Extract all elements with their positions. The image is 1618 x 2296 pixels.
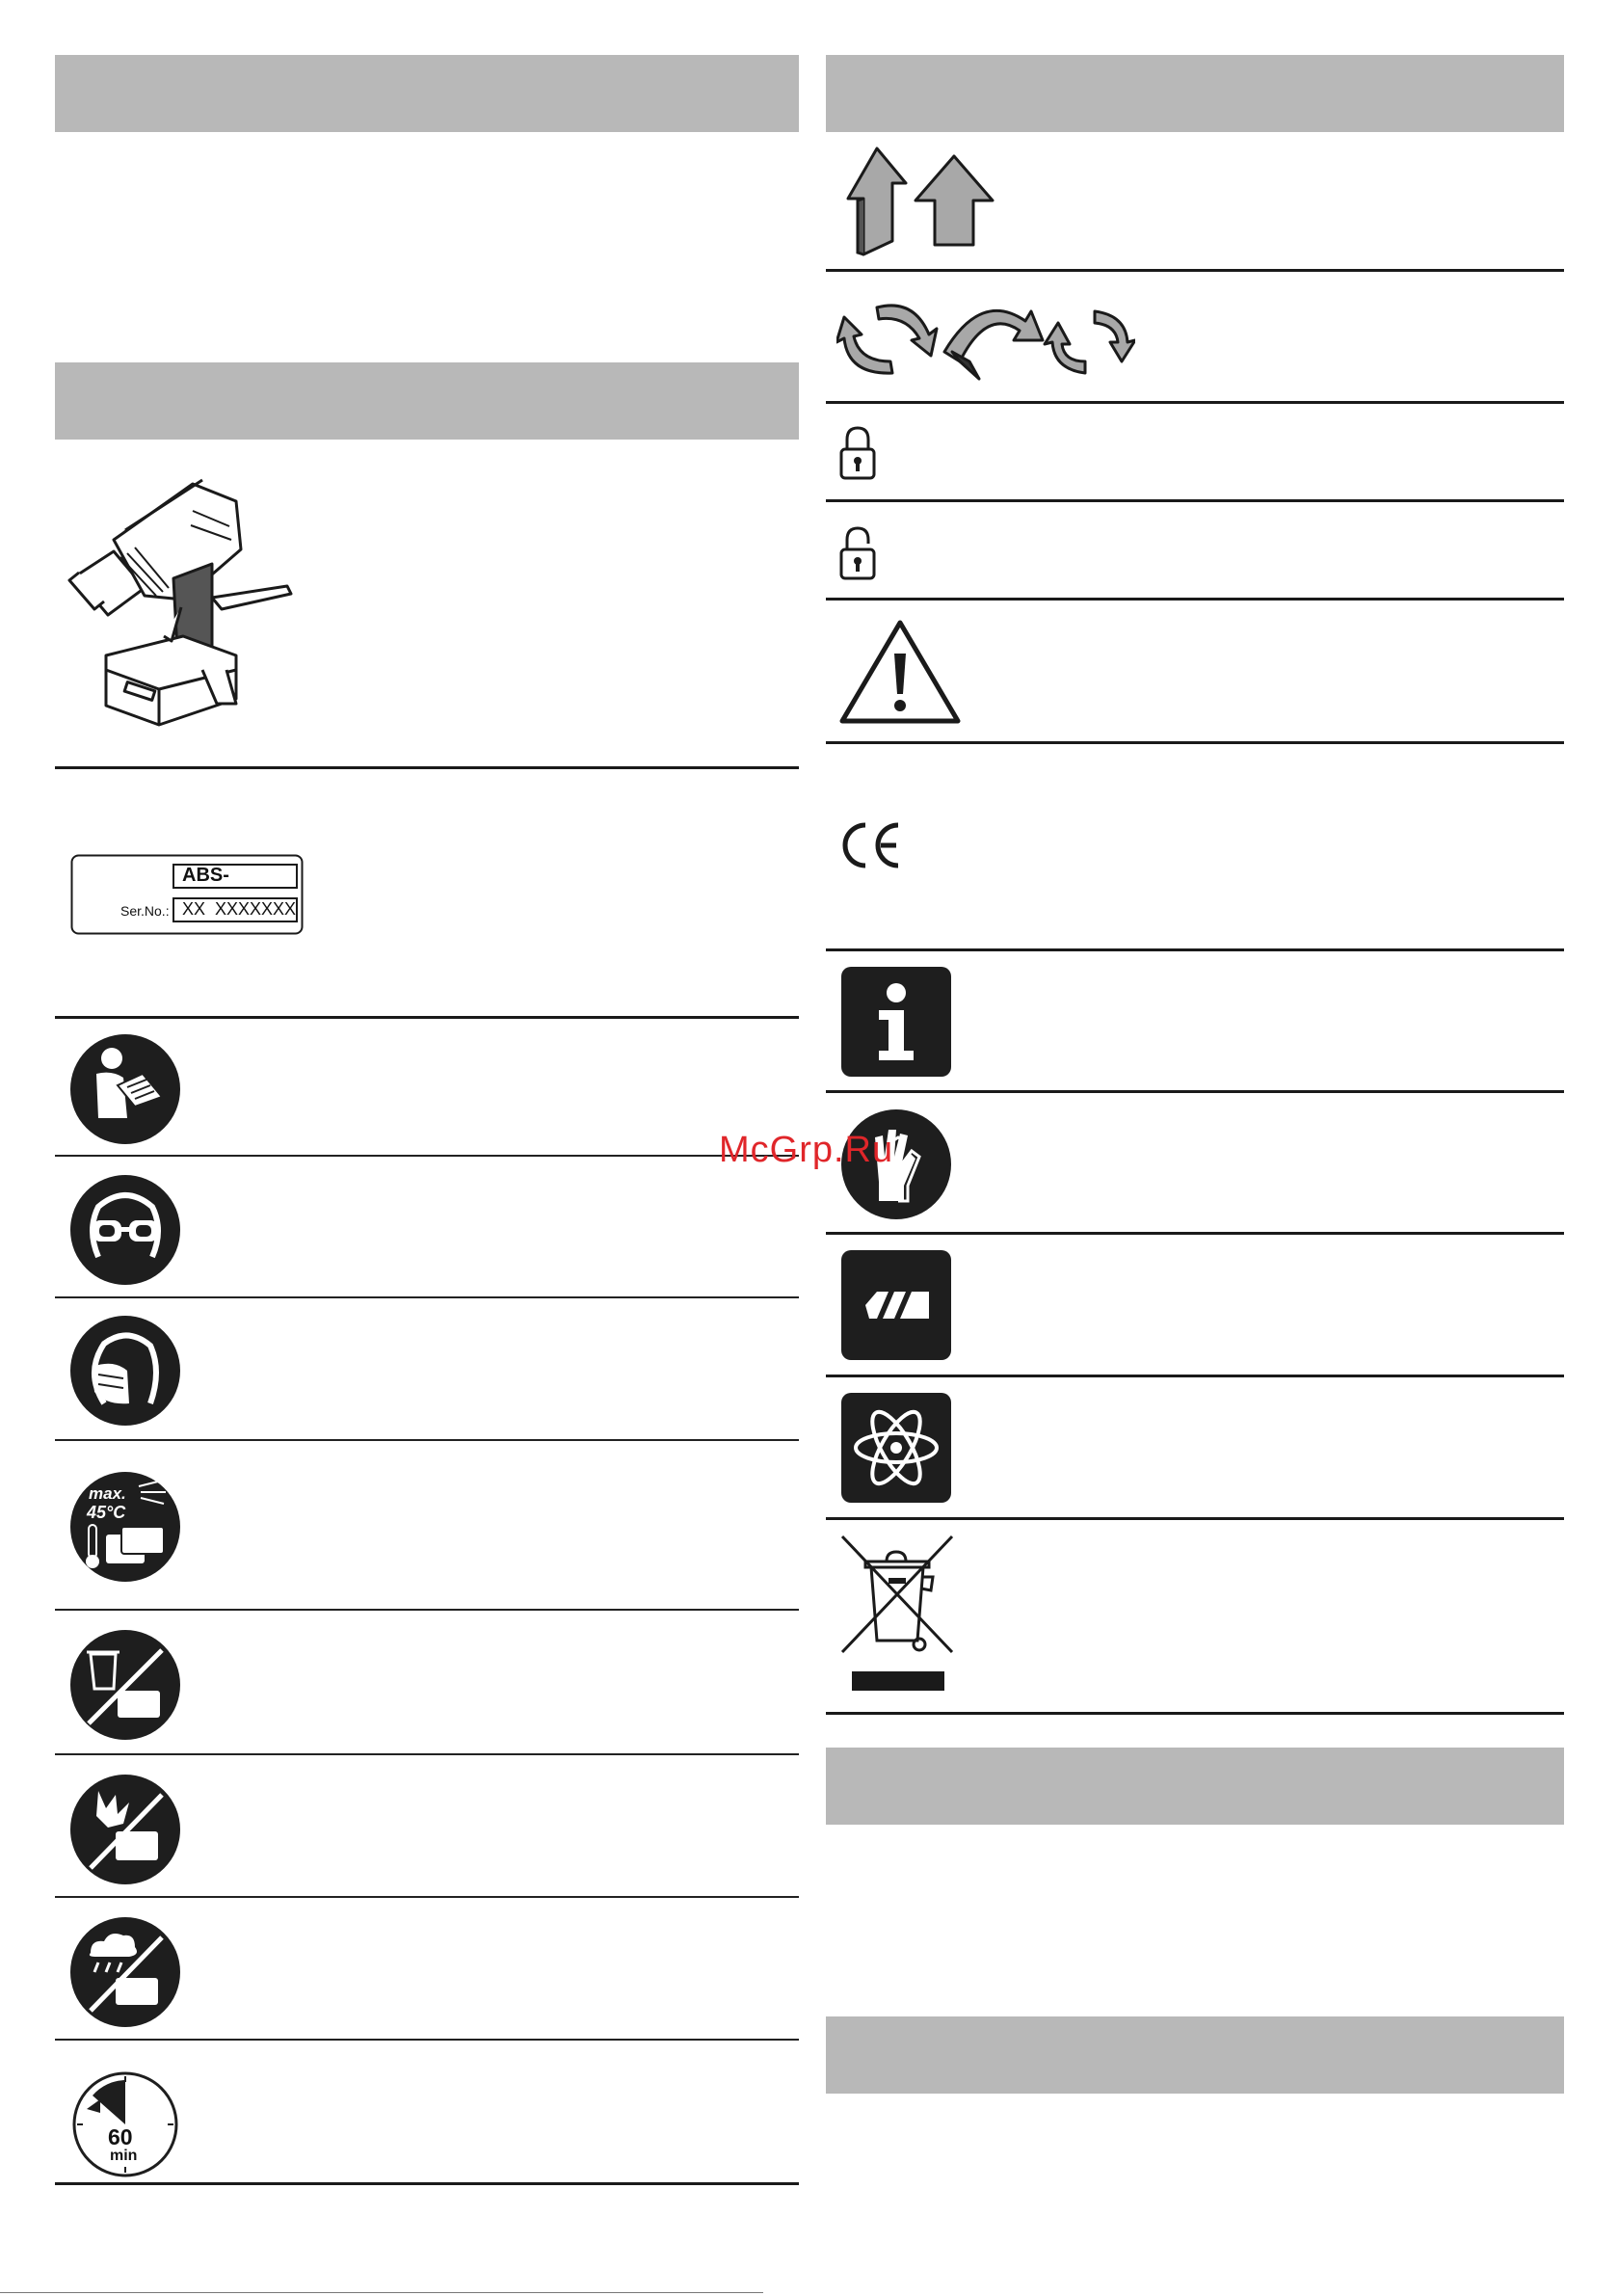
right-divider-5 — [826, 741, 1564, 744]
left-divider-5 — [55, 1439, 799, 1441]
right-header-bar-1 — [826, 55, 1564, 132]
right-divider-1 — [826, 269, 1564, 272]
left-divider-1 — [55, 766, 799, 769]
left-divider-6 — [55, 1609, 799, 1611]
max-temperature-icon — [69, 1471, 181, 1583]
right-divider-8 — [826, 1232, 1564, 1235]
right-header-bar-3 — [826, 2016, 1564, 2094]
right-divider-11 — [826, 1712, 1564, 1715]
dust-mask-icon — [69, 1315, 181, 1427]
max-temperature-line1: max. — [89, 1484, 126, 1503]
right-divider-2 — [826, 401, 1564, 404]
left-divider-9 — [55, 2039, 799, 2041]
arrow-up-icon — [838, 145, 1002, 258]
rating-plate — [70, 854, 304, 935]
left-divider-4 — [55, 1296, 799, 1298]
right-divider-10 — [826, 1517, 1564, 1520]
right-divider-9 — [826, 1375, 1564, 1377]
lock-icon — [838, 424, 877, 482]
left-divider-7 — [55, 1753, 799, 1755]
unlock-icon — [838, 524, 877, 582]
left-header-bar-1 — [55, 55, 799, 132]
left-divider-3 — [55, 1155, 799, 1157]
charge-timer-icon — [71, 2070, 179, 2178]
max-temperature-line2: 45°C — [87, 1503, 126, 1522]
charge-timer-unit: min — [110, 2148, 138, 2164]
battery-chemistry-icon — [840, 1392, 952, 1504]
right-divider-6 — [826, 948, 1564, 951]
left-divider-2 — [55, 1016, 799, 1019]
charge-timer-value: 60 — [108, 2124, 133, 2149]
ce-mark-icon — [838, 821, 906, 869]
page-footer-rule — [0, 2292, 763, 2293]
left-header-bar-2 — [55, 362, 799, 440]
left-divider-8 — [55, 1896, 799, 1898]
watermark-text: McGrp.Ru — [719, 1130, 894, 1170]
right-divider-3 — [826, 499, 1564, 502]
right-divider-4 — [826, 598, 1564, 601]
left-divider-10 — [55, 2182, 799, 2185]
warning-icon — [838, 617, 962, 725]
rating-plate-model: ABS- — [182, 865, 229, 886]
rotation-direction-icon — [836, 294, 1135, 381]
right-divider-7 — [826, 1090, 1564, 1093]
no-rain-icon — [69, 1916, 181, 2028]
right-header-bar-2 — [826, 1748, 1564, 1825]
safety-goggles-icon — [69, 1174, 181, 1286]
battery-level-icon — [840, 1249, 952, 1361]
drill-illustration — [67, 472, 299, 733]
weee-bin-icon — [838, 1533, 958, 1696]
rating-plate-serial-label: Ser.No.: — [120, 903, 170, 919]
no-fire-icon — [69, 1774, 181, 1885]
read-manual-icon — [69, 1033, 181, 1145]
rating-plate-serial-value: XX XXXXXXX — [182, 899, 297, 919]
info-icon — [840, 966, 952, 1078]
no-household-waste-icon — [69, 1629, 181, 1741]
